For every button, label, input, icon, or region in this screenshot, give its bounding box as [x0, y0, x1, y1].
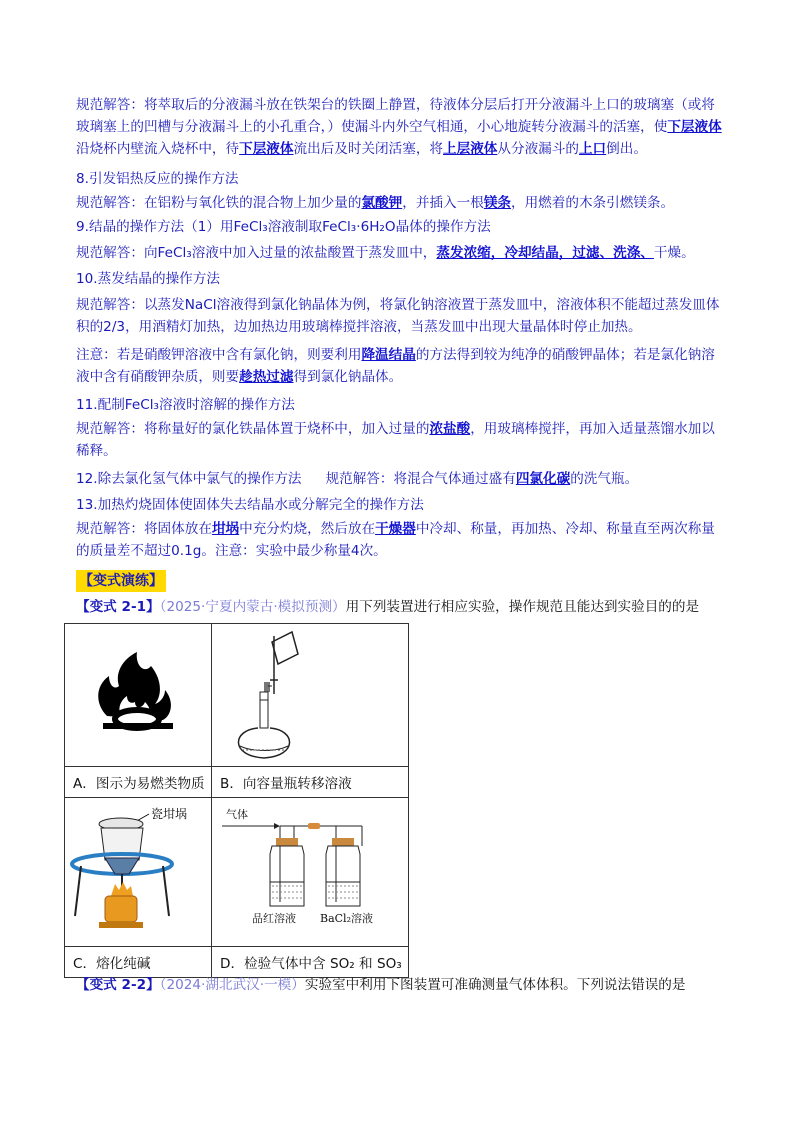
text: 流出后及时关闭活塞，将 — [293, 141, 444, 157]
answer-9 — [76, 242, 726, 264]
heading-9: 9.结晶的操作方法（1）用FeCl₃溶液制取FeCl₃·6H₂O晶体的操作方法 — [76, 219, 491, 235]
keyword: 上口 — [578, 141, 607, 157]
text: 倒出。 — [606, 141, 647, 157]
heading-12: 12.除去氯化氢气体中氯气的操作方法 — [76, 471, 302, 487]
text: ，用玻璃棒搅拌，再加入适量蒸馏水加以稀释。 — [76, 421, 715, 459]
keyword: 趁热过滤 — [239, 369, 294, 385]
text: 的方法得到较为纯净的硝酸钾晶体；若是氯化钠溶液中含有硝酸钾杂质，则要 — [76, 347, 715, 385]
heading-13: 13.加热灼烧固体使固体失去结晶水或分解完全的操作方法 — [76, 497, 424, 513]
keyword: 坩埚 — [211, 521, 240, 537]
option-b-image-cell — [212, 624, 409, 767]
note-10 — [76, 344, 726, 388]
keyword: 氯酸钾 — [361, 195, 403, 211]
gas-wash-bottles — [212, 798, 408, 946]
answer-13 — [76, 518, 726, 562]
text: ，并插入一根 — [402, 195, 484, 211]
answer-10: 规范解答：以蒸发NaCl溶液得到氯化钠晶体为例，将氯化钠溶液置于蒸发皿中，溶液体积不能超过蒸发皿体积的2/3，用酒精灯加热，边加热边用玻璃棒搅拌溶液，当蒸发皿中出现大量晶体时停止加热。 — [76, 297, 720, 335]
variant-2-2 — [76, 974, 685, 996]
fuchsine-label: 品红溶液 — [252, 912, 296, 925]
variant-source: （2024·湖北武汉·一模） — [159, 977, 305, 993]
heading-12-line — [76, 468, 726, 490]
bacl2-label: BaCl₂溶液 — [320, 912, 373, 925]
heading-11: 11.配制FeCl₃溶液时溶解的操作方法 — [76, 397, 295, 413]
text: 从分液漏斗的 — [497, 141, 579, 157]
option-c-image-cell — [65, 798, 212, 947]
option-c[interactable]: C．熔化纯碱 — [65, 947, 212, 978]
answer-11 — [76, 418, 726, 462]
variant-question: 用下列装置进行相应实验，操作规范且能达到实验目的的是 — [345, 599, 700, 615]
text: 沿烧杯内壁流入烧杯中，待 — [76, 141, 240, 157]
crucible-icon — [65, 798, 211, 946]
text: 规范解答：在铝粉与氧化铁的混合物上加少量的 — [76, 195, 362, 211]
heading-8: 8.引发铝热反应的操作方法 — [76, 171, 239, 187]
variant-source: （2025·宁夏内蒙古·模拟预测） — [159, 599, 346, 615]
text: 中冷却、称量，再加热、冷却、称量直至两次称量的质量差不超过0.1g。注意：实验中最少称量4次。 — [76, 521, 715, 559]
text: 的洗气瓶。 — [570, 471, 639, 487]
keyword: 下层液体 — [667, 119, 722, 135]
option-a-image-cell — [65, 624, 212, 767]
keyword: 蒸发浓缩，冷却结晶，过滤、洗涤、 — [436, 245, 654, 261]
options-table — [64, 623, 409, 978]
variant-tag: 【变式 2-2】 — [76, 977, 160, 993]
volumetric-flask-icon — [212, 624, 408, 766]
keyword: 浓盐酸 — [429, 421, 471, 437]
text: 规范解答：将称量好的氯化铁晶体置于烧杯中，加入过量的 — [76, 421, 430, 437]
text: 中充分灼烧，然后放在 — [239, 521, 376, 537]
flammable-pictogram — [65, 624, 211, 766]
text: 注意：若是硝酸钾溶液中含有氯化钠，则要利用 — [76, 347, 362, 363]
variant-tag: 【变式 2-1】 — [76, 599, 160, 615]
keyword: 四氯化碳 — [515, 471, 571, 487]
variant-2-1 — [76, 596, 699, 618]
text: 规范解答：将萃取后的分液漏斗放在铁架台的铁圈上静置，待液体分层后打开分液漏斗上口的玻璃塞（或将玻璃塞上的凹槽与分液漏斗上的小孔重合，）使漏斗内外空气相通，小心地旋转分液漏斗的活塞，使 — [76, 97, 715, 135]
flame-icon — [65, 624, 211, 766]
option-a[interactable]: A．图示为易燃类物质 — [65, 767, 212, 798]
keyword: 上层液体 — [443, 141, 498, 157]
text: 干燥。 — [653, 245, 695, 261]
keyword: 降温结晶 — [361, 347, 416, 363]
heading-10: 10.蒸发结晶的操作方法 — [76, 271, 220, 287]
keyword: 下层液体 — [239, 141, 294, 157]
volumetric-flask-transfer — [212, 624, 408, 766]
text: 规范解答：向FeCl₃溶液中加入过量的浓盐酸置于蒸发皿中， — [76, 245, 437, 261]
variant-question: 实验室中利用下图装置可准确测量气体体积。下列说法错误的是 — [304, 977, 686, 993]
wash-bottle-icon — [212, 798, 408, 946]
gas-label: 气体 — [226, 808, 248, 821]
text: 规范解答：将混合气体通过盛有 — [325, 471, 516, 487]
keyword: 干燥器 — [375, 521, 416, 537]
crucible-label: 瓷坩埚 — [151, 807, 188, 821]
section-heading: 【变式演练】 — [76, 570, 166, 592]
text: 得到氯化钠晶体。 — [293, 369, 403, 385]
answer-8 — [76, 192, 726, 214]
text: ，用燃着的木条引燃镁条。 — [511, 195, 675, 211]
keyword: 镁条 — [483, 195, 511, 211]
answer-separation — [76, 94, 726, 160]
option-d-image-cell — [212, 798, 409, 947]
crucible-heating — [65, 798, 211, 946]
text: 规范解答：将固体放在 — [76, 521, 212, 537]
option-b[interactable]: B．向容量瓶转移溶液 — [212, 767, 409, 798]
option-d[interactable]: D．检验气体中含 SO₂ 和 SO₃ — [212, 947, 409, 978]
